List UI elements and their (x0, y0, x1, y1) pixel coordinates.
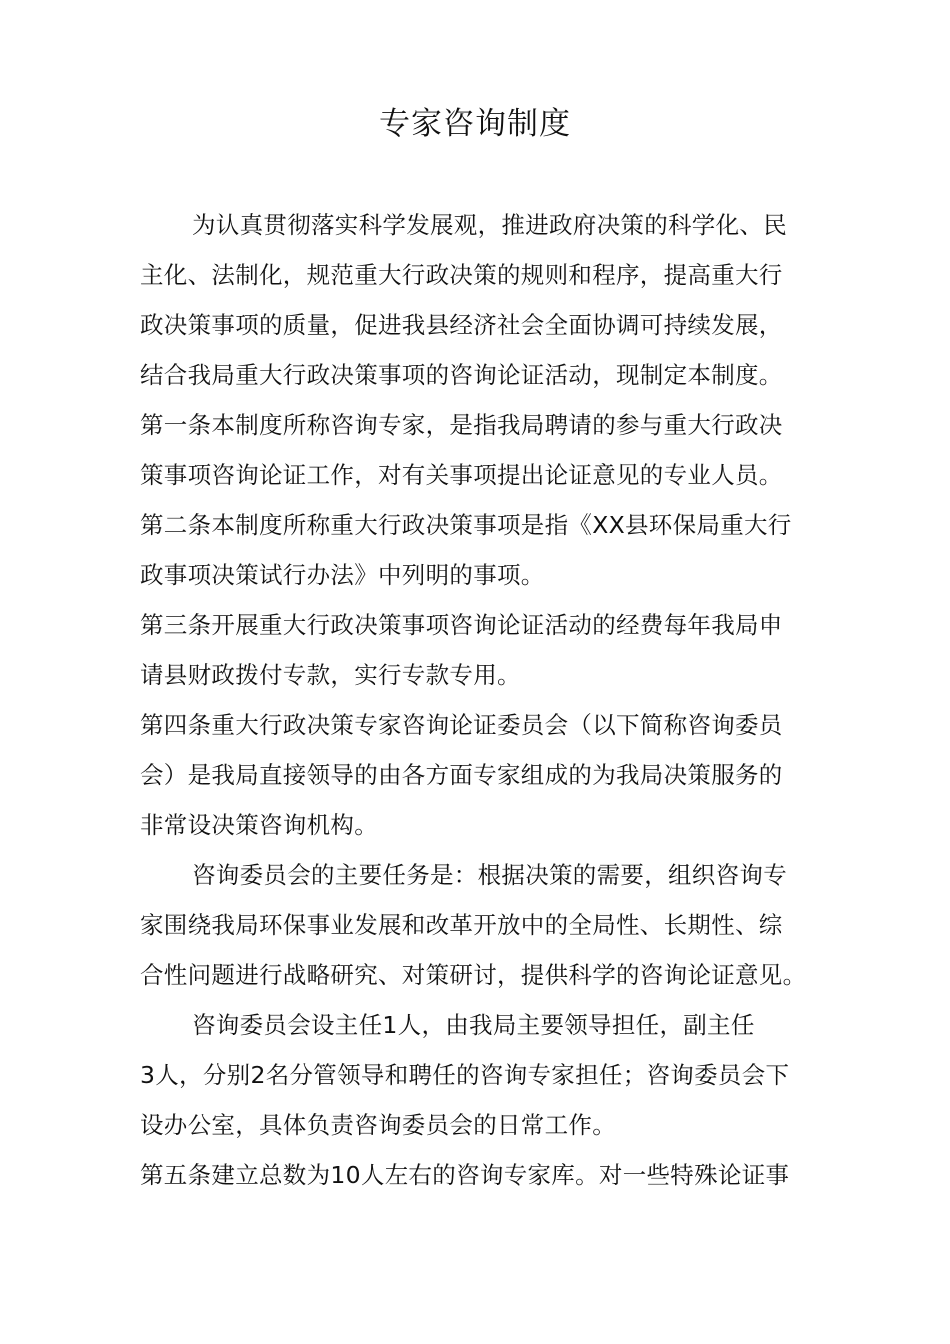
body-line: 第五条建立总数为10人左右的咨询专家库。对一些特殊论证事 (140, 1161, 790, 1189)
body-line: 第四条重大行政决策专家咨询论证委员会（以下简称咨询委员 (140, 711, 783, 739)
body-line: 策事项咨询论证工作，对有关事项提出论证意见的专业人员。 (140, 461, 783, 489)
body-line: 咨询委员会设主任1人，由我局主要领导担任，副主任 (192, 1011, 755, 1039)
body-line: 第三条开展重大行政决策事项咨询论证活动的经费每年我局申 (140, 611, 783, 639)
body-line: 第二条本制度所称重大行政决策事项是指《XX县环保局重大行 (140, 511, 792, 539)
body-line: 设办公室，具体负责咨询委员会的日常工作。 (140, 1111, 616, 1139)
document-title: 专家咨询制度 (379, 106, 571, 142)
body-line: 为认真贯彻落实科学发展观，推进政府决策的科学化、民 (192, 211, 787, 239)
body-line: 政事项决策试行办法》中列明的事项。 (140, 561, 545, 589)
body-line: 非常设决策咨询机构。 (140, 811, 378, 839)
body-line: 3人，分别2名分管领导和聘任的咨询专家担任；咨询委员会下 (140, 1061, 790, 1089)
body-line: 结合我局重大行政决策事项的咨询论证活动，现制定本制度。 (140, 361, 783, 389)
body-line: 家围绕我局环保事业发展和改革开放中的全局性、长期性、综 (140, 911, 783, 939)
body-line: 咨询委员会的主要任务是：根据决策的需要，组织咨询专 (192, 861, 787, 889)
body-line: 政决策事项的质量，促进我县经济社会全面协调可持续发展， (140, 311, 783, 339)
body-line: 合性问题进行战略研究、对策研讨，提供科学的咨询论证意见。 (140, 961, 807, 989)
body-line: 主化、法制化，规范重大行政决策的规则和程序，提高重大行 (140, 261, 783, 289)
body-line: 会）是我局直接领导的由各方面专家组成的为我局决策服务的 (140, 761, 783, 789)
body-line: 请县财政拨付专款，实行专款专用。 (140, 661, 521, 689)
body-line: 第一条本制度所称咨询专家，是指我局聘请的参与重大行政决 (140, 411, 783, 439)
